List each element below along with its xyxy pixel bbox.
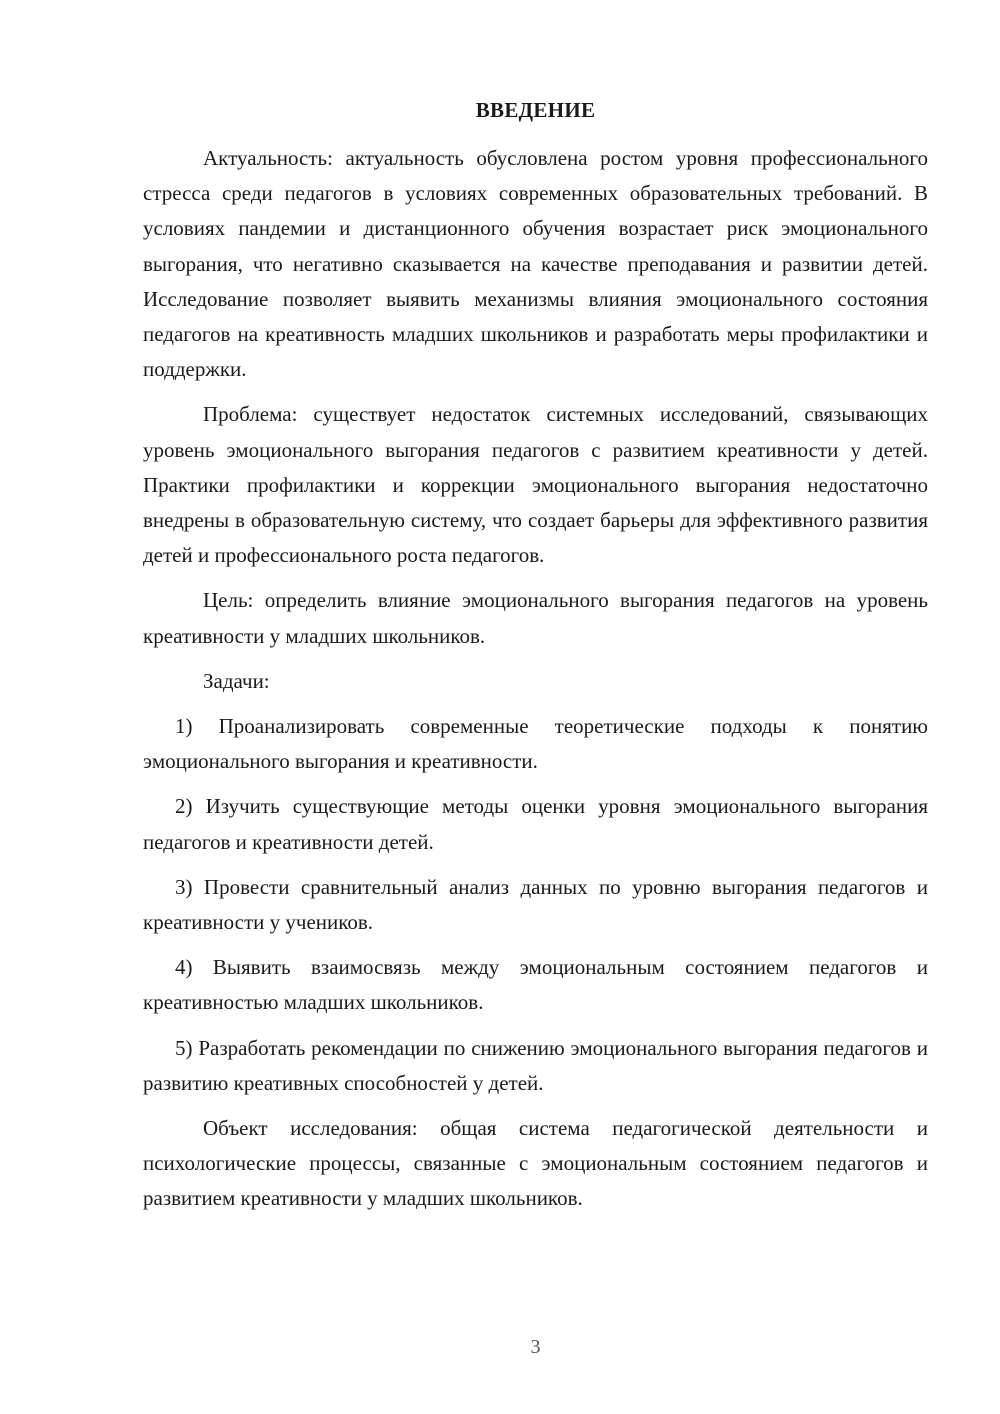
section-title: ВВЕДЕНИЕ	[475, 98, 596, 122]
goal-paragraph: Цель: определить влияние эмоционального выгорания педагогов на уровень креативности у младших школьников.	[143, 588, 928, 648]
relevance-paragraph: Актуальность: актуальность обусловлена ростом уровня профессионального стресса среди педагогов в условиях современных образовательных требований. В условиях пандемии и дистанционного обучения возрастает риск эмоционального выгорания, что негативно сказывается на качестве преподавания и развитии детей. Исследование позволяет выявить механизмы влияния эмоционального состояния педагогов на креативность младших школьников и разработать меры профилактики и поддержки.	[143, 146, 928, 382]
task-item: 4) Выявить взаимосвязь между эмоциональным состоянием педагогов и креативностью младших школьников.	[143, 955, 928, 1015]
task-item: 5) Разработать рекомендации по снижению эмоционального выгорания педагогов и развитию креативных способностей у детей.	[143, 1035, 928, 1095]
tasks-heading: Задачи:	[203, 668, 270, 693]
object-paragraph: Объект исследования: общая система педагогической деятельности и психологические процессы, связанные с эмоциональным состоянием педагогов и развитием креативности у младших школьников.	[143, 1116, 928, 1211]
task-item: 3) Провести сравнительный анализ данных по уровню выгорания педагогов и креативности у учеников.	[143, 874, 928, 935]
section-body	[143, 141, 928, 1227]
document-page	[143, 0, 928, 1414]
page-number: 3	[530, 1336, 541, 1358]
task-item: 2) Изучить существующие методы оценки уровня эмоционального выгорания педагогов и креативности детей.	[143, 794, 928, 854]
problem-paragraph: Проблема: существует недостаток системных исследований, связывающих уровень эмоционального выгорания педагогов с развитием креативности у детей. Практики профилактики и коррекции эмоционального выгорания недостаточно внедрены в образовательную систему, что создает барьеры для эффективного развития детей и профессионального роста педагогов.	[143, 402, 928, 568]
task-item: 1) Проанализировать современные теоретические подходы к понятию эмоционального выгорания и креативности.	[143, 714, 928, 774]
